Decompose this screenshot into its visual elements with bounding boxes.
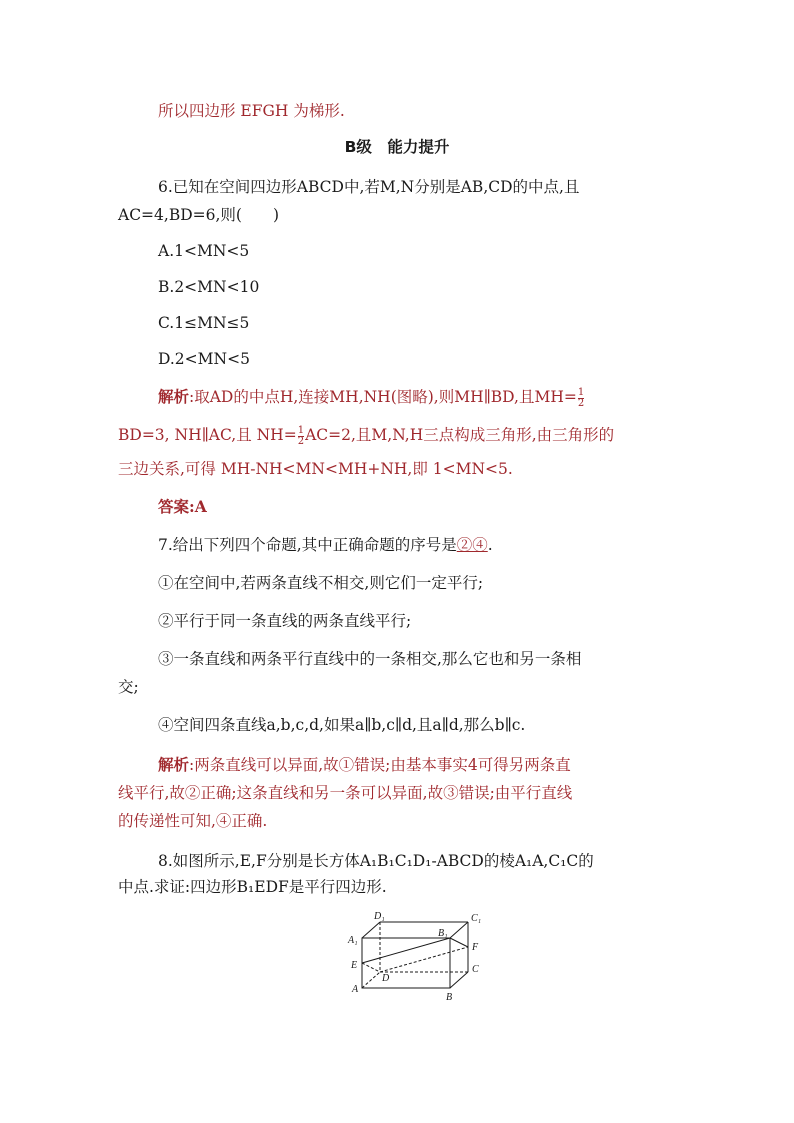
q6-fraction-2 — [298, 426, 304, 447]
q7-proposition-3-line1: ③一条直线和两条平行直线中的一条相交,那么它也和另一条相 — [158, 650, 582, 668]
q6-solution-line1 — [158, 386, 718, 409]
q8-stem-line2: 中点.求证:四边形B₁EDF是平行四边形. — [118, 878, 387, 896]
q7-stem-text: 7.给出下列四个命题,其中正确命题的序号是 — [158, 536, 457, 554]
q6-answer-value: :A — [189, 497, 207, 516]
fraction-denominator: 2 — [577, 397, 585, 409]
label-b1: B₁ — [438, 928, 448, 939]
label-a: A — [352, 984, 359, 995]
q6-solution-line2 — [118, 424, 678, 447]
label-b: B — [446, 992, 453, 1003]
label-c: C — [472, 964, 479, 975]
label-a1: A₁ — [348, 935, 358, 946]
q6-solution-text2b: AC=2,且M,N,H三点构成三角形,由三角形的 — [305, 426, 615, 444]
q6-option-d: D.2<MN<5 — [158, 350, 250, 368]
q6-solution-text1: :取AD的中点H,连接MH,NH(图略),则MH∥BD,且MH= — [189, 388, 577, 406]
previous-conclusion: 所以四边形 EFGH 为梯形. — [158, 102, 345, 120]
q6-answer-label: 答案 — [158, 498, 190, 516]
q6-fraction-1 — [578, 388, 584, 409]
q7-solution-line3: 的传递性可知,④正确. — [118, 812, 268, 830]
section-title: B级 能力提升 — [344, 138, 450, 156]
fraction-numerator: 1 — [297, 424, 305, 436]
edge-a1-d1 — [362, 922, 380, 938]
segment-e-d — [362, 963, 380, 972]
label-d: D — [382, 973, 390, 984]
q7-solution-line1 — [158, 754, 718, 776]
q6-option-a: A.1<MN<5 — [158, 242, 250, 260]
cuboid-figure — [340, 908, 500, 1008]
q7-proposition-4: ④空间四条直线a,b,c,d,如果a∥b,c∥d,且a∥d,那么b∥c. — [158, 716, 526, 734]
label-d1: D₁ — [374, 911, 385, 922]
q7-proposition-3-line2: 交; — [118, 678, 139, 696]
q7-answer-fill: ②④ — [456, 536, 488, 554]
q8-stem-line1: 8.如图所示,E,F分别是长方体A₁B₁C₁D₁-ABCD的棱A₁A,C₁C的 — [158, 852, 594, 870]
cuboid-front-face — [362, 938, 450, 988]
q6-option-b: B.2<MN<10 — [158, 278, 260, 296]
q6-answer — [158, 496, 718, 518]
label-f: F — [472, 942, 479, 953]
edge-b-c — [450, 972, 468, 988]
q6-stem-line1: 6.已知在空间四边形ABCD中,若M,N分别是AB,CD的中点,且 — [158, 178, 580, 196]
q7-stem-end: . — [487, 536, 493, 554]
segment-b1-f — [450, 938, 468, 947]
label-c1: C₁ — [471, 913, 482, 924]
q7-stem — [158, 534, 718, 556]
q6-solution-text2a: BD=3, NH∥AC,且 NH= — [118, 426, 297, 444]
q6-stem-line2: AC=4,BD=6,则( ) — [118, 206, 280, 224]
edge-b1-c1 — [450, 922, 468, 938]
fraction-denominator: 2 — [297, 435, 305, 447]
q6-solution-label: 解析 — [158, 388, 190, 406]
hidden-edge-a-d — [362, 972, 380, 988]
q7-proposition-1: ①在空间中,若两条直线不相交,则它们一定平行; — [158, 574, 484, 592]
q7-proposition-2: ②平行于同一条直线的两条直线平行; — [158, 612, 412, 630]
q6-option-c: C.1≤MN≤5 — [158, 314, 250, 332]
q7-solution-text1: :两条直线可以异面,故①错误;由基本事实4可得另两条直 — [189, 756, 571, 774]
q7-solution-label: 解析 — [158, 756, 190, 774]
segment-d-f — [380, 947, 468, 972]
segment-e-b1 — [362, 938, 450, 963]
fraction-numerator: 1 — [577, 386, 585, 398]
label-e: E — [351, 960, 358, 971]
q6-solution-line3: 三边关系,可得 MH-NH<MN<MH+NH,即 1<MN<5. — [118, 460, 513, 478]
q7-solution-line2: 线平行,故②正确;这条直线和另一条可以异面,故③错误;由平行直线 — [118, 784, 573, 802]
